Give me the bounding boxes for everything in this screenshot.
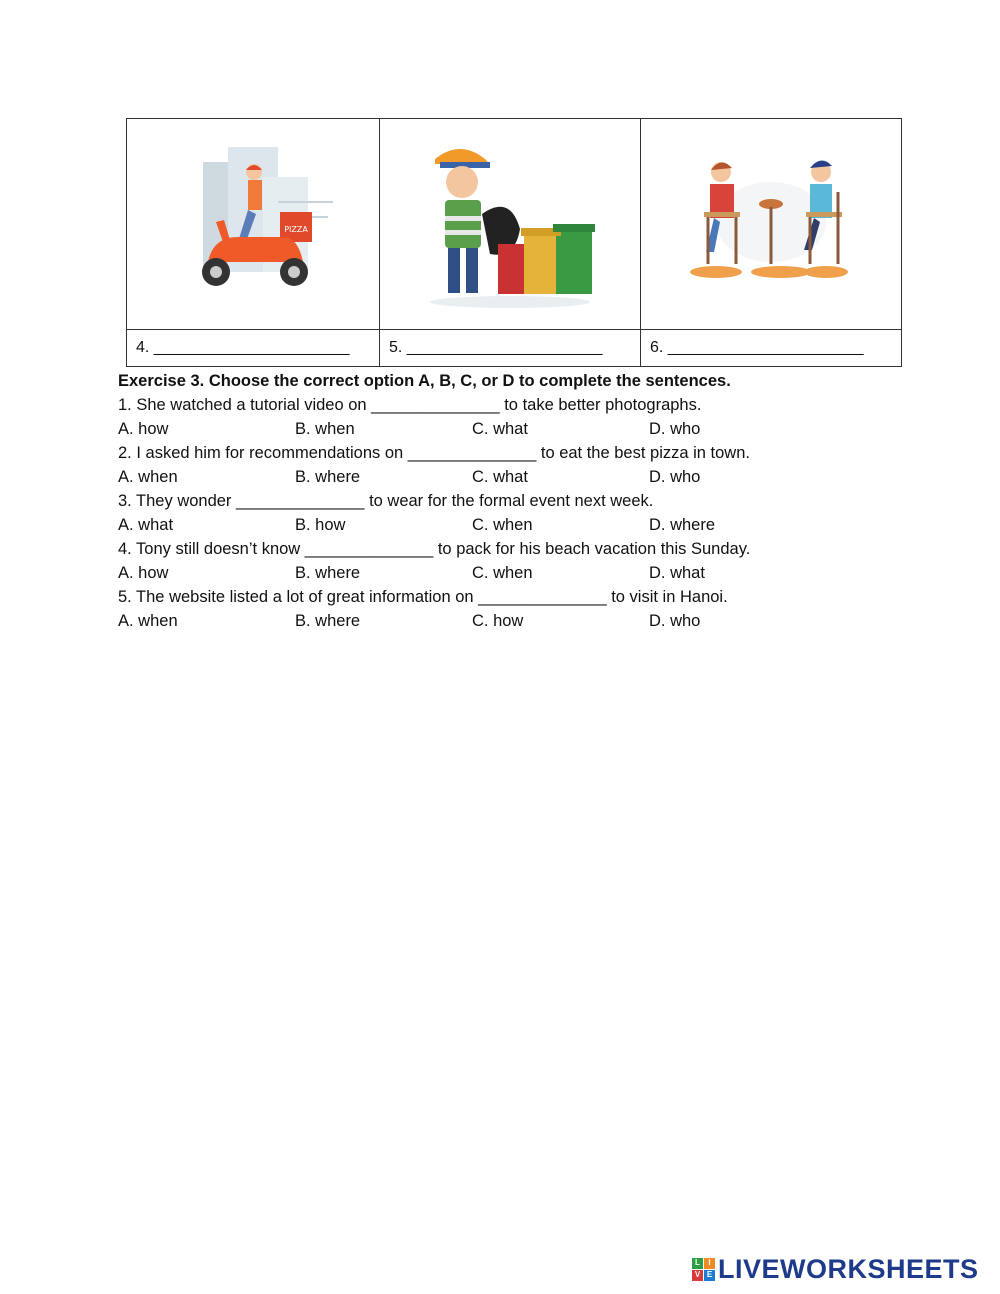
question-3: 3. They wonder ______________ to wear for the formal event next week.	[118, 492, 654, 510]
answer-blank-6[interactable]: 6. ______________________	[641, 330, 902, 367]
logo-letter: V	[692, 1270, 703, 1281]
option-d[interactable]: D. who	[649, 420, 701, 438]
question-2: 2. I asked him for recommendations on ______________ to eat the best pizza in town.	[118, 444, 750, 462]
delivery-scooter-icon	[168, 142, 338, 302]
exercise-3	[118, 369, 938, 633]
logo-mark-icon	[692, 1258, 715, 1281]
question-5: 5. The website listed a lot of great information on ______________ to visit in Hanoi.	[118, 588, 728, 606]
option-d[interactable]: D. who	[649, 468, 701, 486]
exercise-title: Exercise 3. Choose the correct option A, B, C, or D to complete the sentences.	[118, 372, 731, 390]
options-1	[118, 417, 938, 441]
options-5	[118, 609, 938, 633]
logo-letter: L	[692, 1258, 703, 1269]
question-1: 1. She watched a tutorial video on ______________ to take better photographs.	[118, 396, 702, 414]
garbage-collector-icon	[420, 134, 600, 309]
question-4: 4. Tony still doesn’t know ______________ to pack for his beach vacation this Sunday.	[118, 540, 751, 558]
logo-letter: I	[704, 1258, 715, 1269]
options-3	[118, 513, 938, 537]
option-a[interactable]: A. how	[118, 420, 169, 438]
liveworksheets-logo[interactable]	[692, 1253, 979, 1285]
option-b[interactable]: B. where	[295, 564, 361, 582]
option-a[interactable]: A. how	[118, 564, 169, 582]
options-2	[118, 465, 938, 489]
option-b[interactable]: B. where	[295, 468, 361, 486]
option-a[interactable]: A. what	[118, 516, 174, 534]
option-c[interactable]: C. what	[472, 420, 528, 438]
picture-cell-6	[641, 119, 902, 330]
option-c[interactable]: C. when	[472, 564, 533, 582]
option-c[interactable]: C. when	[472, 516, 533, 534]
option-d[interactable]: D. what	[649, 564, 705, 582]
option-c[interactable]: C. what	[472, 468, 528, 486]
option-d[interactable]: D. who	[649, 612, 701, 630]
option-b[interactable]: B. when	[295, 420, 355, 438]
answer-blank-5[interactable]: 5. ______________________	[380, 330, 641, 367]
option-a[interactable]: A. when	[118, 468, 178, 486]
picture-cell-5	[380, 119, 641, 330]
option-c[interactable]: C. how	[472, 612, 524, 630]
svg-text:PIZZA: PIZZA	[284, 224, 308, 234]
options-4	[118, 561, 938, 585]
option-d[interactable]: D. where	[649, 516, 716, 534]
couple-dining-icon	[686, 152, 856, 292]
logo-letter: E	[704, 1270, 715, 1281]
answer-blank-4[interactable]: 4. ______________________	[127, 330, 380, 367]
option-b[interactable]: B. how	[295, 516, 346, 534]
picture-cell-4	[127, 119, 380, 330]
picture-table	[126, 118, 902, 367]
option-b[interactable]: B. where	[295, 612, 361, 630]
option-a[interactable]: A. when	[118, 612, 178, 630]
logo-text: LIVEWORKSHEETS	[718, 1253, 979, 1284]
